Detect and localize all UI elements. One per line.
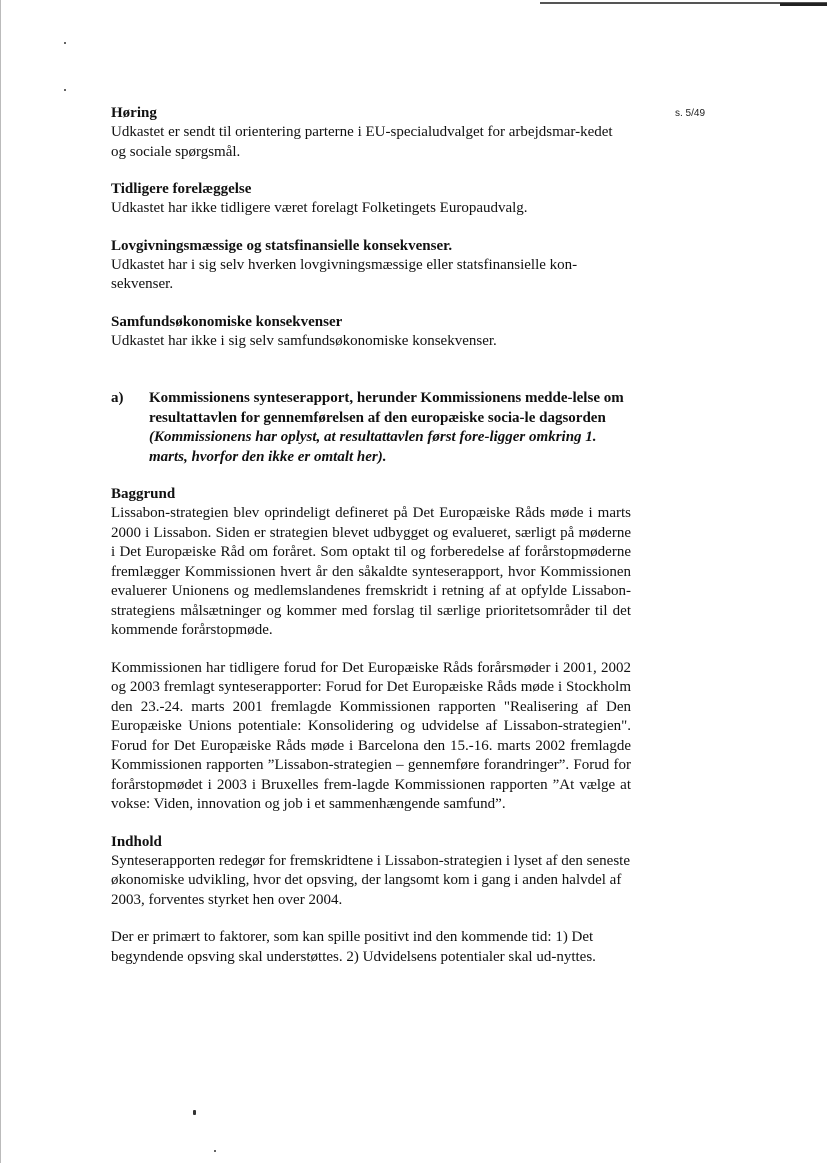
section-heading-tidligere: Tidligere forelæggelse [111,181,252,197]
indhold-paragraph-2: Der er primært to faktorer, som kan spille positivt ind den kommende tid: 1) Det begyndende opsving skal understøttes. 2) Udvidelsens potentialer skal ud-nyttes. [111,929,596,965]
section-heading-lovgivning: Lovgivningsmæssige og statsfinansielle konsekvenser. [111,237,453,254]
section-heading-samfund: Samfundsøkonomiske konsekvenser [111,313,343,330]
section-text-samfund: Udkastet har ikke i sig selv samfundsøkonomiske konsekvenser. [111,332,497,349]
section-heading-indhold: Indhold [111,833,162,850]
agenda-item-note: (Kommissionens har oplyst, at resultattavlen først fore-ligger omkring 1. marts, hvorfor den ikke er omtalt her). [149,429,597,465]
baggrund-paragraph-2: Kommissionen har tidligere forud for Det Europæiske Råds forårsmøder i 2001, 2002 og 2003 fremlagt synteserapporter: Forud for Det Europæiske Råds møde i Stockholm den 23.-24. marts 2001 fremlagde Kommissionen rapporten "Realisering af Den Europæiske Unions potentiale: Konsolidering og udvidelse af Lissabon-strategien". Forud for Det Europæiske Råds møde i Barcelona den 15.-16. marts 2002 fremlagde Kommissionen rapporten ”Lissabon-strategien – gennemføre forandringer”. Forud for forårstopmødet i 2003 i Bruxelles frem-lagde Kommissionen rapporten ”At vælge at vokse: Viden, innovation og job i et sammenhængende samfund”. [111,659,631,812]
section-text-tidligere: Udkastet har ikke tidligere været forelagt Folketingets Europaudvalg. [111,200,528,216]
agenda-item-title [149,389,631,467]
section-text-horing: Udkastet er sendt til orientering parterne i EU-specialudvalget for arbejdsmar-kedet og sociale spørgsmål. [111,124,613,160]
section-text-lovgivning: Udkastet har i sig selv hverken lovgivningsmæssige eller statsfinansielle kon-sekvenser. [111,256,578,292]
scan-speck [214,1150,216,1152]
agenda-item-title-text: Kommissionens synteserapport, herunder Kommissionens medde-lelse om resultattavlen for gennemførelsen af den europæiske socia-le dagsorden [149,390,624,426]
scan-speck [64,89,66,91]
scan-edge [0,0,1,1163]
section-heading-horing: Høring [111,105,157,121]
scan-speck [193,1110,196,1115]
agenda-item-a [111,389,631,467]
section-heading-baggrund: Baggrund [111,486,176,502]
document-body [111,104,631,967]
baggrund-paragraph-1: Lissabon-strategien blev oprindeligt defineret på Det Europæiske Råds møde i marts 2000 i Lissabon. Siden er strategien blevet udbygget og evalueret, særligt på møderne i Det Europæiske Råd om foråret. Som optakt til og forberedelse af forårstopmøderne fremlægger Kommissionen hvert år den såkaldte synteserapport, hvor Kommissionen evaluerer Unionens og medlemslandenes fremskridt i retning af at opfylde Lissabon-strategiens målsætninger og kommer med forslag til særlige prioritetsområder til det kommende forårstopmøde. [111,505,631,638]
indhold-paragraph-1: Synteserapporten redegør for fremskridtene i Lissabon-strategien i lyset af den seneste økonomiske udvikling, hvor det opsving, der langsomt kom i gang i anden halvdel af 2003, forventes styrket hen over 2004. [111,852,630,908]
scan-speck [64,42,66,44]
agenda-item-marker: a) [111,390,124,406]
scan-artifact-mark [780,3,827,6]
page-number: s. 5/49 [675,108,706,119]
